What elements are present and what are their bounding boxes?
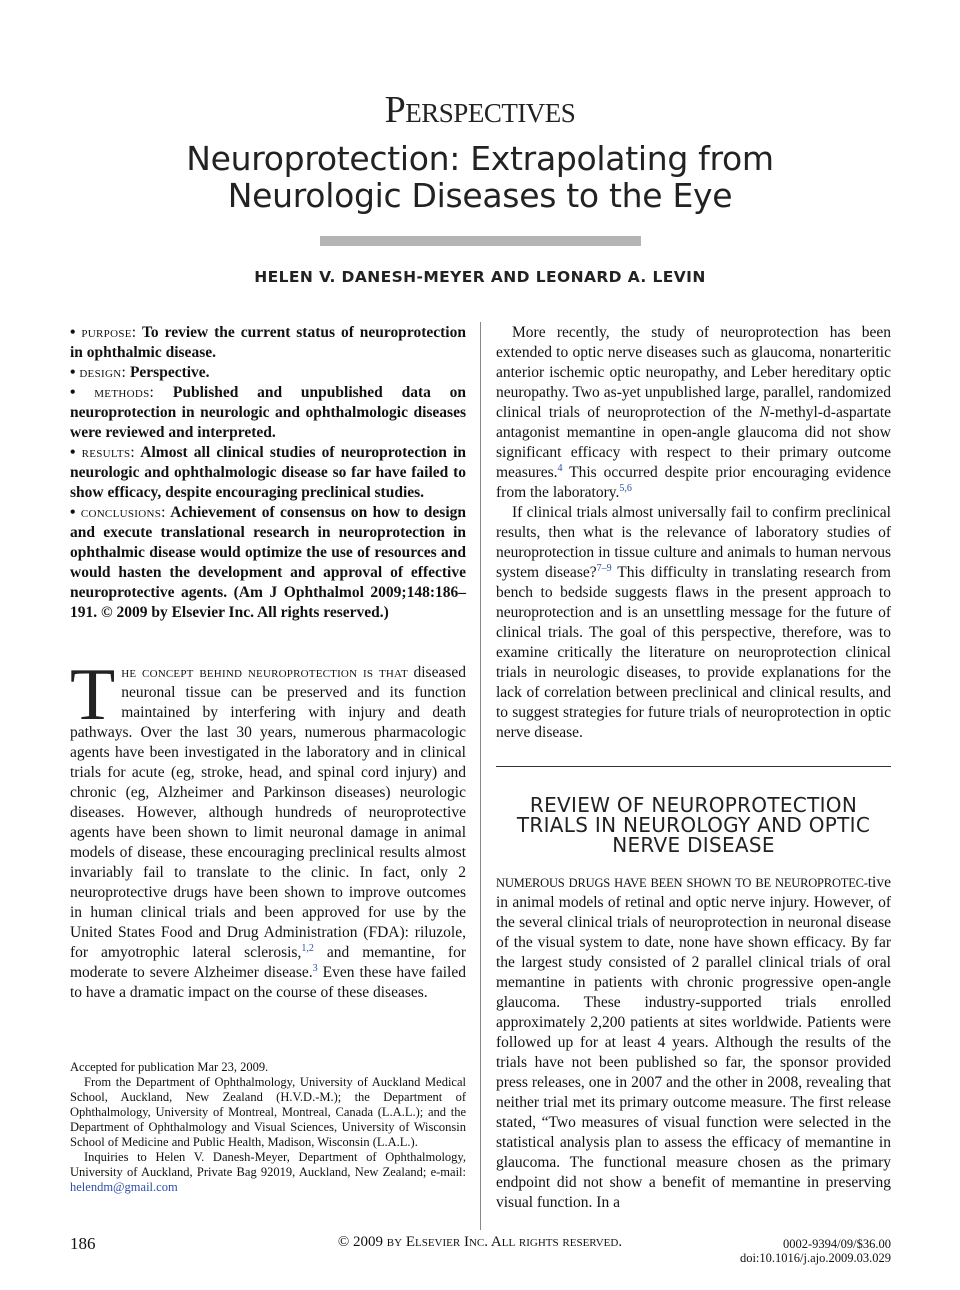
section-text: tive in animal models of retinal and optic nerve injury. However, of the several clinical trials of neuroprotection in neuronal disease of the visual system to date, none have shown efficacy. By far the largest study consisted of 2 parallel clinical trials of oral memantine in patients with chronic progressive open-angle glaucoma. These industry-supported trials enrolled approximately 2,200 patients at sites worldwide. Patients were followed up for at least 4 years. Although the results of the trials have not been published so far, the sponsor provided press releases, one in 2007 and the other in 2008, revealing that neither trial met its primary outcome measure. The first release stated, “Two measures of visual function were selected in the statistical analysis plan to assess the efficacy of memantine in glaucoma. The functional measure chosen as the primary endpoint did not show a benefit of memantine in preserving visual function. In a: [496, 874, 891, 1211]
doi: doi:10.1016/j.ajo.2009.03.029: [739, 1251, 891, 1265]
p2-text-a: If clinical trials almost universally fail to confirm preclinical results, then what is the relevance of laboratory studies of neuroprotection in tissue culture and animals to human nervous system disease?: [496, 504, 891, 581]
right-paragraph-1: [496, 323, 891, 503]
p1-italic: N: [759, 404, 770, 421]
footnotes: [70, 1060, 466, 1195]
p1-text-c: This occurred despite prior encouraging evidence from the laboratory.: [496, 464, 891, 501]
p2-text-b: This difficulty in translating research from bench to bedside suggests flaws in the present approach to neuroprotection and is an unsettling message for the future of clinical trials. The goal of this perspective, therefore, was to examine critically the literature on neuroprotection clinical trials in neurologic diseases, to provide explanations for the lack of correlation between preclinical and clinical results, and to suggest strategies for future trials of neuroprotection in optic nerve disease.: [496, 564, 891, 741]
section-heading: REVIEW OF NEUROPROTECTION TRIALS IN NEUROLOGY AND OPTIC NERVE DISEASE: [516, 793, 871, 857]
design-text: Perspective.: [129, 364, 210, 381]
abstract-conclusions: • conclusions: Achievement of consensus on how to design and execute translational research in neuroprotection in ophthalmic disease would optimize the use of resources and would hasten the development and approval of effective neuroprotective agents. (Am J Ophthalmol 2009;148:186–191. © 2009 by Elsevier Inc. All rights reserved.): [70, 504, 467, 621]
article-title: Neuroprotection: Extrapolating from Neurologic Diseases to the Eye: [186, 139, 774, 215]
section-label: Perspectives: [384, 89, 576, 131]
conclusions-text: Achievement of consensus on how to design and execute translational research in neuroprotection in ophthalmic disease would optimize the use of resources and would hasten the development and approval of effective neuroprotective agents.: [70, 504, 467, 601]
title-divider: [320, 236, 641, 246]
abstract-results: • results: Almost all clinical studies of neuroprotection in neurologic and ophthalmologic disease so far have failed to show efficacy, despite encouraging preclinical studies.: [70, 444, 466, 501]
right-paragraph-2: [496, 503, 891, 743]
intro-lead-caps: he concept behind neuroprotection is that: [121, 664, 408, 681]
results-text: Almost all clinical studies of neuroprotection in neurologic and ophthalmologic disease so far have failed to show efficacy, despite encouraging preclinical studies.: [70, 444, 466, 501]
purpose-text: To review the current status of neuroprotection in ophthalmic disease.: [70, 324, 466, 361]
inquiries-text: Inquiries to Helen V. Danesh-Meyer, Department of Ophthalmology, University of Auckland, Private Bag 92019, Auckland, New Zealand; e-mail:: [70, 1150, 466, 1179]
copyright: © 2009 by Elsevier Inc. All rights reserved.: [337, 1234, 623, 1250]
email-link[interactable]: helendm@gmail.com: [70, 1180, 178, 1194]
reference-link[interactable]: 3: [312, 962, 318, 974]
p1-text-b: -methyl-d-aspartate antagonist memantine in open-angle glaucoma did not show significant efficacy with respect to their primary outcome measures.: [496, 404, 892, 481]
article-identifiers: [640, 1237, 891, 1265]
column-divider: [480, 322, 481, 1230]
purpose-label: purpose:: [81, 324, 137, 341]
section-paragraph: [496, 873, 891, 1213]
dropcap: T: [70, 654, 116, 736]
accepted-note: Accepted for publication Mar 23, 2009.: [70, 1060, 269, 1074]
abstract: [70, 323, 466, 623]
conclusions-label: conclusions:: [80, 504, 166, 521]
abstract-citation: (Am J Ophthalmol 2009;148:186–191. © 2009 by Elsevier Inc. All rights reserved.): [70, 584, 467, 621]
reference-link[interactable]: 7–9: [596, 562, 612, 574]
section-lead-caps: NUMEROUS DRUGS HAVE BEEN SHOWN TO BE NEUROPROTEC-: [496, 876, 868, 890]
intro-text-2: and memantine, for moderate to severe Alzheimer disease.: [70, 944, 466, 981]
design-label: design:: [79, 364, 127, 381]
page-number: 186: [70, 1234, 96, 1253]
affiliation-note: From the Department of Ophthalmology, University of Auckland Medical School, Auckland, New Zealand (H.V.D.-M.); the Department of Ophthalmology, University of Montreal, Montreal, Canada (L.A.L.); and the Department of Ophthalmology and Visual Sciences, University of Wisconsin School of Medicine and Public Health, Madison, Wisconsin (L.A.L.).: [70, 1075, 466, 1149]
abstract-methods: • methods: Published and unpublished data on neuroprotection in neurologic and ophthalmologic diseases were reviewed and interpreted.: [70, 384, 467, 441]
methods-text: Published and unpublished data on neuroprotection in neurologic and ophthalmologic diseases were reviewed and interpreted.: [70, 384, 467, 441]
p1-text-a: More recently, the study of neuroprotection has been extended to optic nerve diseases such as glaucoma, nonarteritic anterior ischemic optic neuropathy, and Leber hereditary optic neuropathy. Two as-yet unpublished large, parallel, randomized clinical trials of neuroprotection of the: [496, 324, 891, 421]
inquiries-note: [70, 1150, 466, 1195]
right-column-intro: [496, 323, 891, 743]
methods-label: methods:: [94, 384, 155, 401]
reference-link[interactable]: 4: [557, 462, 563, 474]
issn: 0002-9394/09/$36.00: [783, 1237, 891, 1251]
reference-link[interactable]: 1,2: [301, 942, 314, 954]
intro-text-3: Even these have failed to have a dramatic impact on the course of these diseases.: [70, 964, 466, 1001]
abstract-design: • design: Perspective.: [70, 364, 210, 381]
intro-paragraph: [70, 654, 466, 1003]
authors: HELEN V. DANESH-MEYER AND LEONARD A. LEVIN: [254, 268, 706, 286]
results-label: results:: [81, 444, 135, 461]
reference-link[interactable]: 5,6: [619, 482, 632, 494]
abstract-purpose: • purpose: To review the current status of neuroprotection in ophthalmic disease.: [70, 324, 466, 361]
intro-text-1: diseased neuronal tissue can be preserved and its function maintained by interfering with injury and death pathways. Over the last 30 years, numerous pharmacologic agents have been investigated in the laboratory and in clinical trials for acute (eg, stroke, head, and spinal cord injury) and chronic (eg, Alzheimer and Parkinson diseases) neurologic diseases. However, although hundreds of neuroprotective agents have been shown to limit neuronal damage in animal models of disease, these encouraging preclinical results almost invariably fail to translate to the clinic. In fact, only 2 neuroprotective drugs have been shown to improve outcomes in human clinical trials and been approved for use by the United States Food and Drug Administration (FDA): riluzole, for amyotrophic lateral sclerosis,: [70, 664, 466, 961]
section-rule: [496, 766, 891, 767]
